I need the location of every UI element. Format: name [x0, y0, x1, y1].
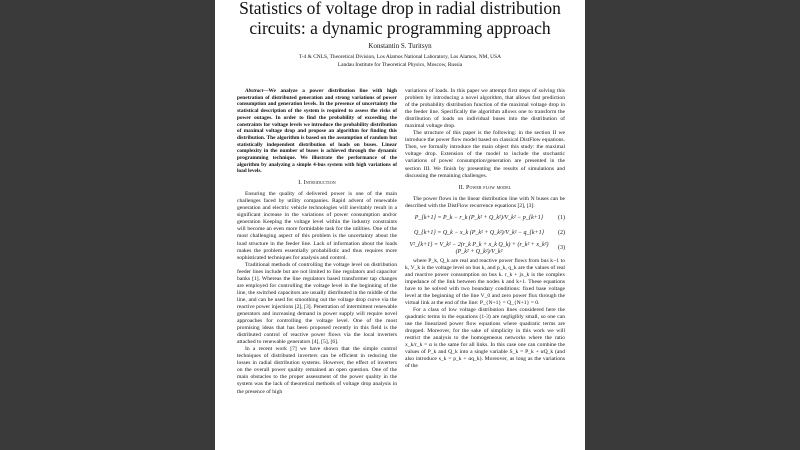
intro-paragraph-2: Traditional methods of controlling the voltage level on distribution feeder lines include but are not limited to line regulators and capacitor banks [1]. Whereas the line regulators based transformer tap changes are employed for controlling the voltage level in the beginning of the line, the switched capacitors are usually distributed in the middle of the line, and can be used for smoothing out the voltage drop curve via the reactive power injections [2], [3]. Penetration of intermittent renewable generators and increasing demand in power supply will require novel approaches for controlling the voltage level. One of the most promising ideas that has been proposed recently in this field is the distributed control of reactive power flows via the local inverters attached to renewable generators [4], [5], [6].	[237, 261, 397, 346]
right-paragraph-1: variations of loads. In this paper we attempt first steps of solving this problem by introducing a novel algorithm, that allows fast prediction of the probability distribution function of the maximal voltage drop in the feeder line. Specifically the algorithm allows one to transform the distribution of loads on individual buses into the distribution of maximal voltage drop.	[405, 88, 565, 130]
equation-3	[405, 243, 565, 255]
affiliation-2: Landau Institute for Theoretical Physics, Moscow, Russia	[337, 62, 463, 68]
power-paragraph-2: where P_k, Q_k are real and reactive power flows from bus k−1 to k, V_k is the voltage level on bus k, and p_k, q_k are the values of real and reactive power consumption on bus k. r_k + jx_k is the complex impedance of the link between the nodes k and k+1. These equations have to be solved with two boundary conditions: fixed base voltage level at the beginning of the line V_0 and zero power flux through the virtual link at the end of the line: P_{N+1} = Q_{N+1} = 0.	[405, 257, 565, 307]
equation-1-number: (1)	[558, 215, 565, 222]
intro-paragraph-1: Ensuring the quality of delivered power is one of the main challenges faced by utility companies. Rapid advent of renewable generation and electric vehicle technologies will inevitably result in a significant increase in the variations of power consumption and/or generation Keeping the voltage level within the industry constraints will become an even more formidable task for the utilities. One of the most challenging aspect of this problem is the uncertainty about the load structure in the feeder line. Lack of information about the loads makes the problem essentially probabilistic and thus requires more sophisticated techniques for analysis and control.	[237, 191, 397, 261]
abstract	[237, 88, 397, 175]
equation-2-number: (2)	[558, 230, 565, 237]
paper-title: Statistics of voltage drop in radial distribution circuits: a dynamic programming approach	[239, 0, 561, 38]
power-paragraph-3: For a class of low voltage distribution lines considered here the quadratic terms in the equations (1-3) are negligibly small, so one can use the linearized power flow equations where quadratic terms are dropped. Moreover, for the sake of simplicity in this work we will restrict the analysis to the homogeneous networks where the ratio x_k/r_k = α is the same for all links. In this case one can combine the values of P_k and Q_k into a single variable S_k = P_k + αQ_k (and also introduce s_k = p_k + αq_k). Moreover, as long as the variations of the	[405, 307, 565, 370]
affiliations	[230, 53, 570, 69]
equation-2	[405, 228, 565, 240]
abstract-label: Abstract	[245, 88, 264, 94]
equation-3-number: (3)	[558, 245, 565, 252]
abstract-text: —We analyze a power distribution line with high penetration of distributed generation and strong variations of power consumption and generation levels. In the presence of uncertainty the statistical description of the system is required to assess the risks of power outages. In order to find the probability of exceeding the constraints for voltage levels we introduce the probability distribution of maximal voltage drop and propose an algorithm for finding this distribution. The algorithm is based on the assumption of random but statistically independent distribution of loads on buses. Linear complexity in the number of buses is achieved through the dynamic programming technique. We illustrate the performance of the algorithm by analyzing a simple 4-bus system with high variations of load levels.	[237, 88, 397, 175]
equation-1	[405, 213, 565, 225]
power-paragraph-1: The power flows in the linear distribution line with N buses can be described with the DistFlow recurrence equations [2], [3]:	[405, 195, 565, 209]
intro-paragraph-3: In a recent work [7] we have shown that the simple control techniques of distributed inverters can be efficient in reducing the losses in radial distribution systems. However, the effect of inverters on the overall power quality remained an open question. One of the main obstacles to the proper assessment of the power quality in the system was the lack of theoretical methods of voltage drop analysis in the presence of high	[237, 346, 397, 395]
right-paragraph-2: The structure of this paper is the following: in the section II we introduce the power flow model based on classical DistFlow equations. Then, we formally introduce the main object this study: the maximal voltage drop. Extension of the model to include the stochastic variations of power consumption/generation are presented in the section III. We finish by presenting the results of simulations and discussing the remaining challenges.	[405, 130, 565, 179]
author-name: Konstantin S. Turitsyn	[368, 42, 432, 50]
equation-1-expr: P_{k+1} = P_k − r_k (P_k² + Q_k²)/V_k² − p_{k+1}	[414, 215, 544, 222]
equation-3-expr: V²_{k+1} = V_k² − 2(r_k P_k + x_k Q_k) + (r_k² + x_k²)(P_k² + Q_k²)/V_k²	[409, 241, 549, 255]
section-heading-introduction: I. Introduction	[298, 180, 336, 187]
equation-2-expr: Q_{k+1} = Q_k − x_k (P_k² + Q_k²)/V_k² − q_{k+1}	[413, 230, 545, 237]
section-heading-power-flow: II. Power flow model	[458, 184, 512, 191]
right-column	[405, 88, 565, 371]
affiliation-1: T-4 & CNLS, Theoretical Division, Los Alamos National Laboratory, Los Alamos, NM, USA	[299, 54, 501, 60]
paper-page	[215, 0, 585, 450]
left-column	[237, 88, 397, 396]
